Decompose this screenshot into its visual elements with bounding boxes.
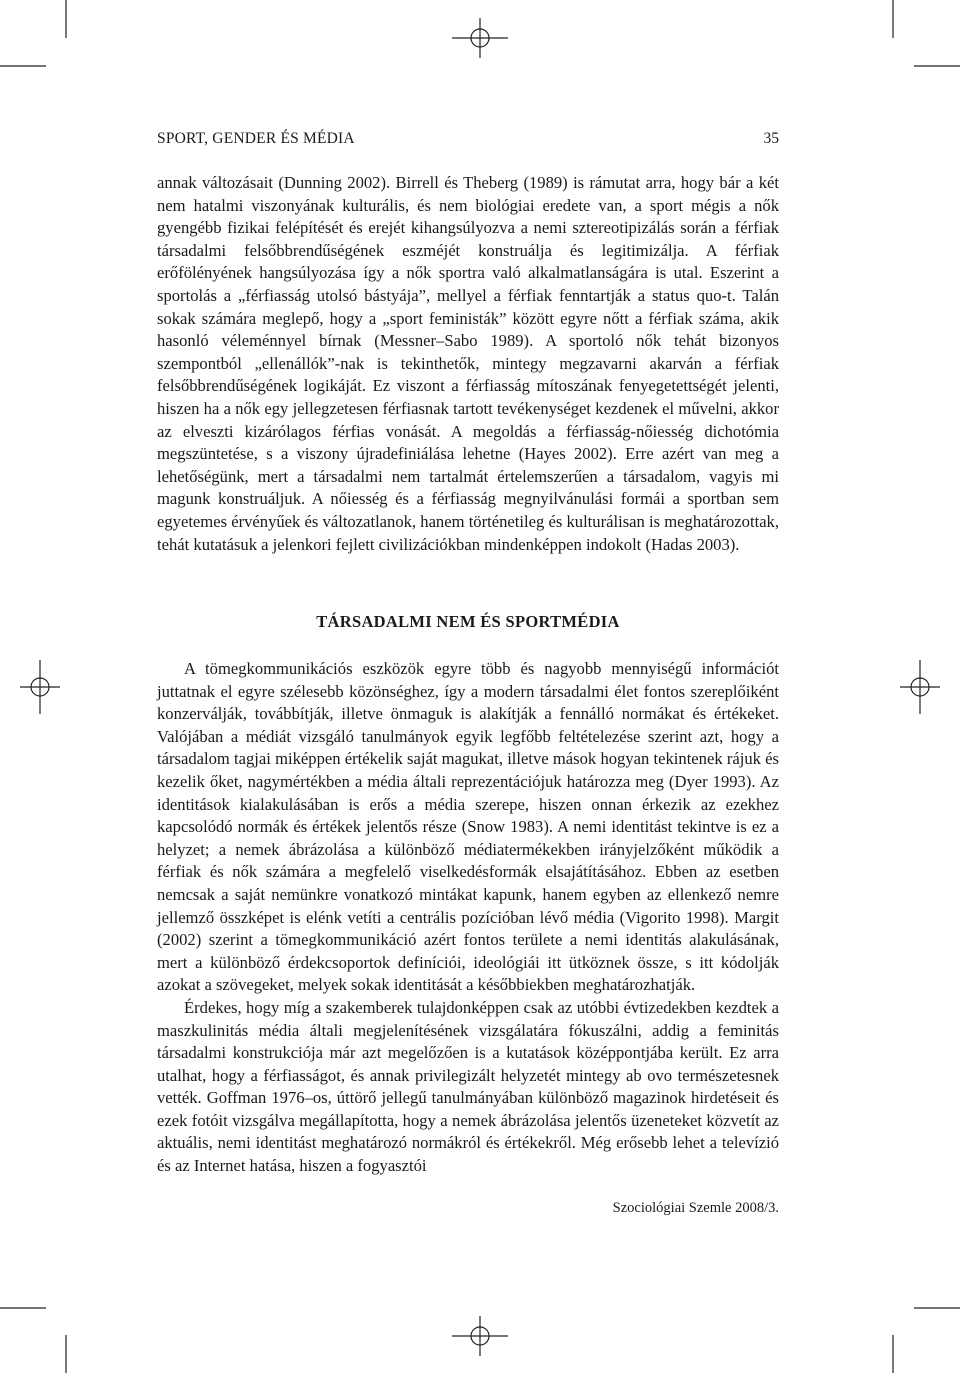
page-header	[157, 130, 779, 152]
section-paragraph-1: A tömegkommunikációs eszközök egyre több és nagyobb mennyiségű információt juttatnak el egyre szélesebb közönséghez, így a modern társadalmi élet fontos szereplőiként konzerválják, továbbítják, illetve önmaguk is alakítják a fennálló normákat és értékeket. Valójában a médiát vizsgáló tanulmányok egyik legfőbb feltételezése szerint azt, hogy a társadalom tagjai miképpen értékelik saját magukat, illetve mások hogyan tekintenek rájuk és kezelik őket, nagymértékben a média általi reprezentációjuk határozza meg (Dyer 1993). Az identitások kialakulásában is erős a média szerepe, hiszen onnan érkezik az ezekhez kapcsolódó normák és értékek jelentős része (Snow 1983). A nemi identitást tekintve is ez a helyzet; a nemek ábrázolása a különböző médiatermékekben irányjelzőként működik a férfiak és nők számára a megfelelő viselkedésformák elsajátításához. Ebben az esetben nemcsak a saját nemünkre vonatkozó mintákat kapunk, hanem egyben az ellenkező nemre jellemző összképet is elénk vetíti a centrális pozícióban lévő média (Vigorito 1998). Margit (2002) szerint a tömegkommunikáció azért fontos területe a nemi identitás alakulásának, mert a különböző érdekcsoportok definíciói, ideológiái itt ütköznek össze, s itt kódolják azokat a szövegeket, melyek sokak identitását a későbbiekben meghatározhatják.	[157, 659, 779, 995]
section-text-block	[157, 658, 779, 1178]
intro-paragraph: annak változásait (Dunning 2002). Birrell és Theberg (1989) is rámutat arra, hogy bár a két nem hatalmi viszonyának kulturális, és nem biológiai eredete van, a sport mégis a nők gyengébb fizikai felépítését és erejét kihangsúlyozva a nemi sztereotipizálás során a férfiak társadalmi felsőbbrendűségének eszméjét konstruálja és legitimizálja. A férfiak erőfölényének hangsúlyozása így a nők sportra való alkalmatlanságára is utal. Eszerint a sportolás a „férfiasság utolsó bástyája”, mellyel a férfiak fenntartják a status quo-t. Talán sokak számára meglepő, hogy a „sport feministák” között egyre nőtt a férfiak száma, akik hasonló véleménnyel bírnak (Messner–Sabo 1989). A sportoló nők tehát bizonyos szempontból „ellenállók”-nak is tekinthetők, mintegy megzavarni akarván a férfiak felsőbbrendűségének logikáját. Ez viszont a férfiasság mítoszának fenyegetettségét jelenti, hiszen ha a nők egy jellegzetesen férfiasnak tartott tevékenységet kezdenek el művelni, akkor az elveszti kizárólagos férfias vonását. A megoldás a férfiasság-nőiesség dichotómia megszüntetése, s a viszony újradefiniálása lehetne (Hayes 2002). Erre azért van meg a lehetőségünk, mert a társadalmi nem tartalmát értelemszerűen a társadalom, vagyis mi magunk konstruáljuk. A nőiesség és a férfiasság megnyilvánulási formái a sportban sem egyetemes érvényűek és változatlanok, hanem történetileg és kulturálisan is meghatározottak, tehát kutatásuk a jelenkori fejlett civilizációkban mindenképpen indokolt (Hadas 2003).	[157, 173, 779, 554]
registration-mark-top	[452, 18, 508, 58]
page-number: 35	[763, 130, 779, 147]
registration-mark-left	[20, 660, 60, 714]
registration-mark-bottom	[452, 1316, 508, 1356]
section-heading: TÁRSADALMI NEM ÉS SPORTMÉDIA	[316, 612, 620, 631]
section-paragraph-2: Érdekes, hogy míg a szakemberek tulajdonképpen csak az utóbbi évtizedekben kezdtek a maszkulinitás média általi megjelenítésének vizsgálatára fókuszálni, addig a feminitás társadalmi konstrukciója már azt megelőzően is a kutatások középpontjába került. Ez arra utalhat, hogy a férfiasságot, és annak privilegizált helyzetét mintegy ab ovo természetesnek vették. Goffman 1976–os, úttörő jellegű tanulmányában különböző magazinok hirdetéseit és ezek fotóit vizsgálva megállapította, hogy a nemek ábrázolása jelentős üzeneteket közvetít az aktuális, nemi identitást meghatározó normákról és értékekről. Még erősebb lehet a televízió és az Internet hatása, hiszen a fogyasztói	[157, 997, 779, 1176]
running-title: SPORT, GENDER ÉS MÉDIA	[157, 130, 355, 147]
intro-text-block	[157, 172, 779, 556]
registration-mark-right	[900, 660, 940, 714]
journal-footer: Szociológiai Szemle 2008/3.	[612, 1200, 779, 1216]
